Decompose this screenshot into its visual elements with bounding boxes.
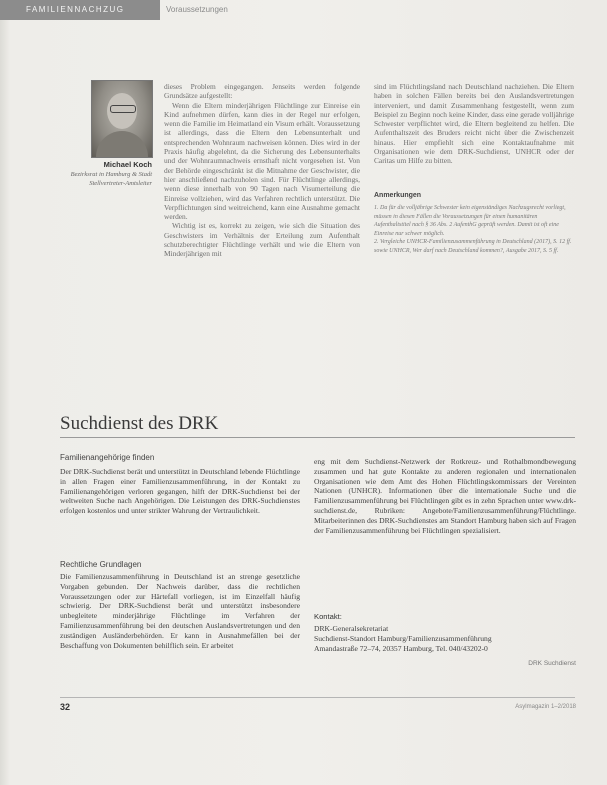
header-section: FAMILIENNACHZUG	[26, 5, 125, 14]
author-name: Michael Koch	[103, 160, 152, 169]
paragraph: Der DRK-Suchdienst berät und unterstützt in Deutschland lebende Flüchtlinge in allen Fragen einer Familienzusammenführung, in der Kontakt zu Familienangehörigen verloren gegangen, hilft der DRK-Suchdienst bei der weltweiten Suche nach Angehörigen. Die Leistungen des DRK-Suchdienstes erfolgen kostenlos und unter strikter Wahrung der Vertraulichkeit.	[60, 467, 300, 516]
contact-line: DRK-Generalsekretariat	[314, 624, 389, 633]
paragraph: Wichtig ist es, korrekt zu zeigen, wie sich die Situation des Geschwisters im Verhältnis der Erteilung zum Aufenthalt schutzberechtigter Flüchtlinge verhält und wie die Eltern von Minderjährigen mit	[164, 221, 360, 259]
notes-title: Anmerkungen	[374, 192, 422, 199]
paragraph: eng mit dem Suchdienst-Netzwerk der Rotkreuz- und Rothalbmondbewegung zusammen und hat gute Kontakte zu anderen regionalen und internationalen Organisationen wie dem Amt des Hohen Flüchtlingskommissars der Vereinten Nationen (UNHCR). Informationen über die internationale Suche und die Familienzusammenführung bei Flüchtlingen gibt es in zehn Sprachen unter www.drk-suchdienst.de, Rubriken: Angebote/Familienzusammenführung/Flüchtlinge. Mitarbeiterinnen des DRK-Suchdienstes am Standort Hamburg haben sich auf Fragen der Familienzusammenführung bei Flüchtlingen spezialisiert.	[314, 457, 576, 535]
paragraph: dieses Problem eingegangen. Jenseits werden folgende Grundsätze aufgestellt:	[164, 82, 360, 101]
article-column-1	[164, 82, 360, 332]
divider	[60, 437, 575, 438]
footnote: 1. Da für die volljährige Schwester kein eigenständiges Nachzugsrecht vorliegt, müssen in diesen Fällen die Voraussetzungen für einen humanitären Aufenthaltstitel nach § 36 Abs. 2 AufenthG geprüft werden. Damit ist oft eine Einreise nur schwer möglich.	[374, 205, 566, 237]
page-number: 32	[60, 702, 71, 712]
subheading-find-family: Familienangehörige finden	[60, 453, 155, 462]
paragraph: Die Familienzusammenführung in Deutschland ist an strenge gesetzliche Vorgaben gebunden. Der Nachweis darüber, dass die rechtlichen Voraussetzungen oder zur Härtefall vorliegen, ist im Einzelfall häufig schwierig. Der DRK-Suchdienst berät und unterstützt insbesondere unbegleitete minderjährige Flüchtlinge im Verfahren der Familienzusammenführung bei den deutschen Auslandsvertretungen und den zuständigen Ausländerbehörden. Er kann in Ausnahmefällen bei der Beschaffung von Dokumenten behilflich sein. Er arbeitet	[60, 572, 300, 650]
author-photo	[91, 80, 153, 158]
subheading-legal: Rechtliche Grundlagen	[60, 560, 142, 569]
contact-heading: Kontakt:	[314, 612, 342, 621]
contact-line: Amandastraße 72–74, 20357 Hamburg, Tel. 040/43202-0	[314, 643, 488, 653]
article-column-2	[374, 82, 574, 182]
footnotes	[374, 204, 574, 256]
page-header	[0, 0, 607, 20]
section-title: Suchdienst des DRK	[60, 413, 219, 434]
image-credit: DRK Suchdienst	[528, 660, 576, 667]
footer-divider	[60, 697, 575, 698]
paragraph: sind im Flüchtlingsland nach Deutschland nachziehen. Die Eltern haben in solchen Fällen bereits bei den Auslandsvertretungen interveniert, und damit Zusammenhang festgestellt, wenn zum Beispiel zu Beginn noch keine Kinder, dass eine gerade volljährige Schwester verpflichtet wird, die Eltern begleitend zu helfen. Die Aufenthaltszeit des Bruders reicht nicht über die Zwischenzeit hinaus. Hier empfiehlt sich eine Kontaktaufnahme mit Organisationen wie dem DRK-Suchdienst, UNHCR oder der Caritas um Hilfe zu bitten.	[374, 82, 574, 166]
header-subsection: Voraussetzungen	[166, 5, 228, 14]
contact-block	[314, 624, 576, 653]
paragraph: Wenn die Eltern minderjährigen Flüchtlinge zur Einreise ein Kind aufnehmen dürfen, kann dies in der Regel nur erfolgen, wenn die Familie im Heimatland ein Visum erhält. Voraussetzung ist allerdings, dass die Eltern den Lebensunterhalt und entsprechenden Wohnraum nachweisen können. Dies wird in der Praxis häufig abgelehnt, da die Sicherung des Lebensunterhalts und der Wohnraumnachweis ernsthaft nicht vorgesehen ist. Von der Behörde eingeschränkt ist die Mitnahme der Geschwister, die hier anschließend nachzuholen sind. Für Flüchtlinge allerdings, wenn diese innerhalb von 90 Tagen nach Visumerteilung die Einreise vollziehen, wird das Verfahren rechtlich unterstützt. Die Verpflichtungen sind weitreichend, kann eine Ausnahme gemacht werden.	[164, 100, 360, 222]
footnote: 2. Vergleiche UNHCR-Familienzusammenführung in Deutschland (2017), S. 12 ff. sowie UNHCR, Wer darf nach Deutschland kommen?, Ausgabe 2017, S. 5 ff.	[374, 239, 572, 254]
issue-label: Asylmagazin 1–2/2018	[515, 704, 576, 710]
contact-line: Suchdienst-Standort Hamburg/Familienzusammenführung	[314, 633, 492, 643]
author-role: Bezirksrat in Hamburg & Stadt Stellvertreter-Amtsleiter	[70, 171, 152, 187]
